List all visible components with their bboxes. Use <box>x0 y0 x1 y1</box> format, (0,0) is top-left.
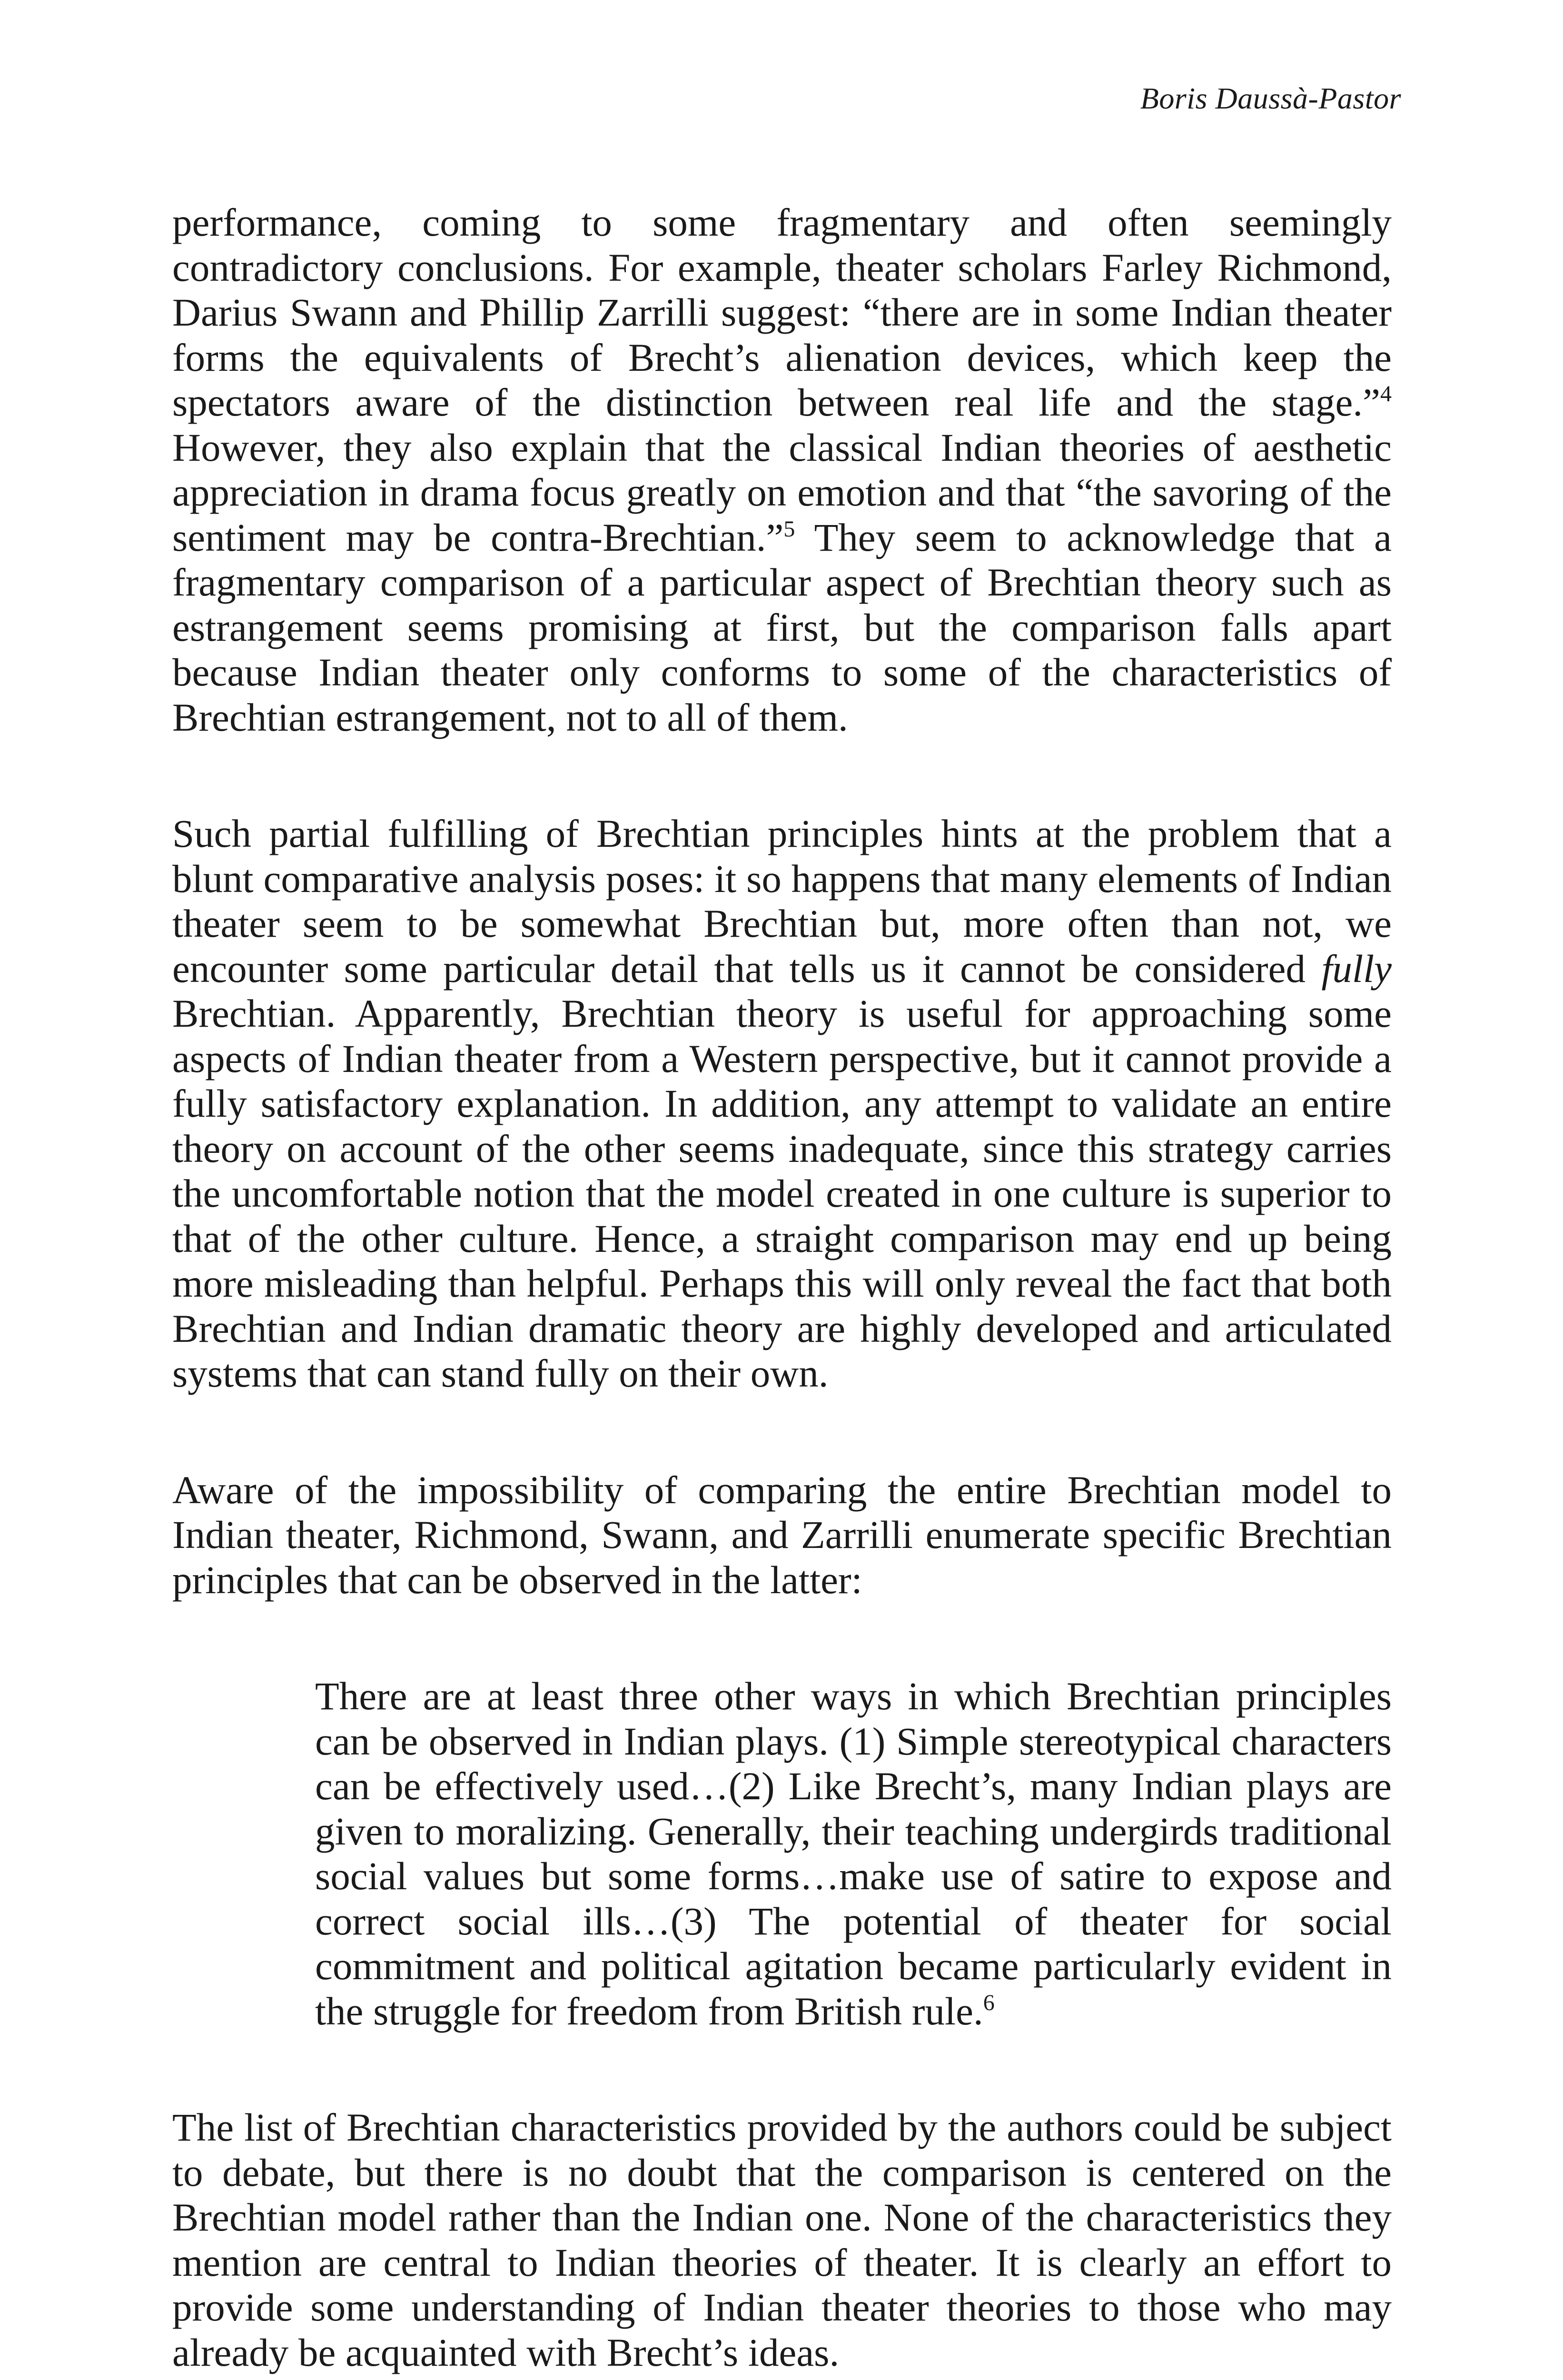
footnote-ref-5[interactable]: 5 <box>783 516 795 542</box>
paragraph-1-text-b: However, they also explain that the classical Indian theories of aesthetic appreciation in drama focus greatly on emotion and that “the savoring of the sentiment may be contra-Brechtian.” <box>172 425 1392 559</box>
block-quote-text: There are at least three other ways in which Brechtian principles can be observed in Indian plays. (1) Simple stereotypical characters can be effectively used…(2) Like Brecht’s, many Indian plays are given to moralizing. Generally, their teaching undergirds traditional social values but some forms…make use of satire to expose and correct social ills…(3) The potential of theater for social commitment and political agitation became particularly evident in the struggle for freedom from British rule. <box>315 1674 1392 2033</box>
paragraph-1-text-c: They seem to acknowledge that a fragmentary comparison of a particular aspect of Brechtian theory such as estrangement seems promising at first, but the comparison falls apart because Indian theater only conforms to some of the characteristics of Brechtian estrangement, not to all of them. <box>172 515 1392 739</box>
paragraph-4 <box>172 2105 1392 2375</box>
paragraph-2 <box>172 811 1392 1396</box>
paragraph-1 <box>172 200 1392 740</box>
paragraph-2-text-a: Such partial fulfilling of Brechtian principles hints at the problem that a blunt comparative analysis poses: it so happens that many elements of Indian theater seem to be somewhat Brechtian but, more often than not, we encounter some particular detail that tells us it cannot be considered <box>172 812 1392 991</box>
body-text <box>172 200 1392 2375</box>
footnote-ref-6[interactable]: 6 <box>983 1990 995 2015</box>
paragraph-3-text: Aware of the impossibility of comparing the entire Brechtian model to Indian theater, Richmond, Swann, and Zarrilli enumerate specific Brechtian principles that can be observed in the latter: <box>172 1468 1392 1602</box>
running-header: Boris Daussà-Pastor <box>1140 81 1401 115</box>
paragraph-2-text-b: Brechtian. Apparently, Brechtian theory is useful for approaching some aspects of Indian theater from a Western perspective, but it cannot provide a fully satisfactory explanation. In addition, any attempt to validate an entire theory on account of the other seems inadequate, since this strategy carries the uncomfortable notion that the model created in one culture is superior to that of the other culture. Hence, a straight comparison may end up being more misleading than helpful. Perhaps this will only reveal the fact that both Brechtian and Indian dramatic theory are highly developed and articulated systems that can stand fully on their own. <box>172 992 1392 1395</box>
block-quote <box>315 1674 1392 2033</box>
paragraph-4-text: The list of Brechtian characteristics provided by the authors could be subject to debate, but there is no doubt that the comparison is centered on the Brechtian model rather than the Indian one. None of the characteristics they mention are central to Indian theories of theater. It is clearly an effort to provide some understanding of Indian theater theories to those who may already be acquainted with Brecht’s ideas. <box>172 2105 1392 2374</box>
paragraph-1-text-a: performance, coming to some fragmentary and often seemingly contradictory conclusions. For example, theater scholars Farley Richmond, Darius Swann and Phillip Zarrilli suggest: “there are in some Indian theater forms the equivalents of Brecht’s alienation devices, which keep the spectators aware of the distinction between real life and the stage.” <box>172 200 1392 424</box>
paragraph-3 <box>172 1468 1392 1603</box>
footnote-ref-4[interactable]: 4 <box>1380 381 1392 407</box>
emphasis-fully: fully <box>1321 946 1392 991</box>
